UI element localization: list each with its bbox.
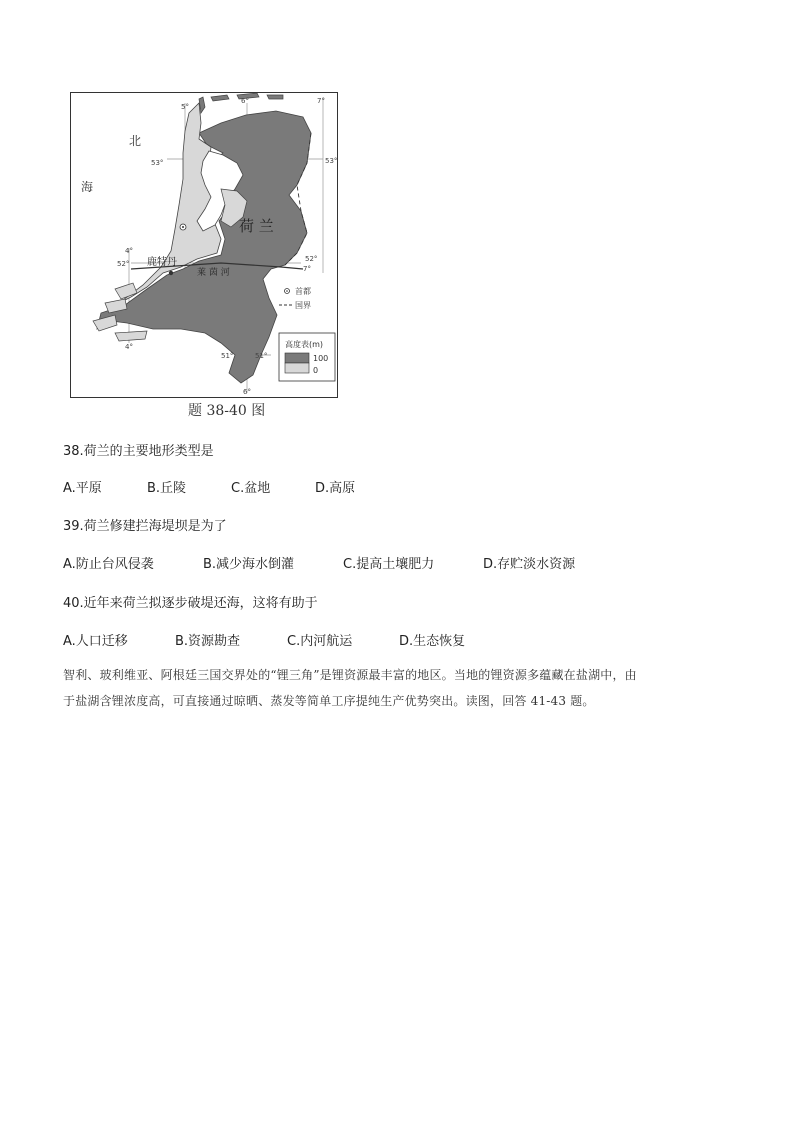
passage-line-2: 于盐湖含锂浓度高，可直接通过晾晒、蒸发等简单工序提纯生产优势突出。读图，回答 41-43 题。: [63, 694, 595, 708]
q40-option-b: B.资源勘查: [175, 634, 241, 649]
tick-51-right: 51°: [255, 352, 268, 360]
tick-5: 5°: [181, 103, 189, 111]
label-rotterdam: 鹿特丹: [147, 257, 177, 268]
tick-53-right: 53°: [325, 157, 337, 165]
q39-option-a: A.防止台风侵袭: [63, 557, 154, 572]
q39-option-d: D.存贮淡水资源: [483, 557, 576, 572]
tick-52-left: 52°: [117, 260, 130, 268]
figure-caption: 题 38-40 图: [188, 403, 266, 419]
legend-high: 100: [313, 354, 329, 363]
map-legend: [279, 286, 335, 381]
tick-4-bottom: 4°: [125, 343, 133, 351]
q40-option-c: C.内河航运: [287, 634, 353, 649]
q40-option-a: A.人口迁移: [63, 634, 128, 649]
tick-53-left: 53°: [151, 159, 164, 167]
label-country: 荷 兰: [239, 217, 274, 235]
q38-option-d: D.高原: [315, 481, 356, 496]
tick-51-left: 51°: [221, 352, 234, 360]
q39-option-b: B.减少海水倒灌: [203, 557, 295, 572]
netherlands-map: [70, 92, 338, 398]
legend-elev-title: 高度表(m): [285, 340, 324, 349]
legend-low: 0: [313, 366, 319, 375]
tick-7-bottom: 7°: [303, 265, 311, 273]
tick-52-right: 52°: [305, 255, 318, 263]
tick-6-top: 6°: [241, 97, 249, 105]
tick-7-top: 7°: [317, 97, 325, 105]
label-hai: 海: [81, 180, 94, 194]
question-40-stem: 40.近年来荷兰拟逐步破堤还海，这将有助于: [63, 596, 318, 611]
legend-border: 国界: [295, 301, 311, 310]
q39-option-c: C.提高土壤肥力: [343, 557, 435, 572]
label-rhine: 莱 茵 河: [197, 268, 230, 278]
tick-6-bottom: 6°: [243, 388, 251, 396]
tick-4-top: 4°: [125, 247, 133, 255]
label-bei: 北: [129, 134, 142, 148]
q38-option-c: C.盆地: [231, 481, 271, 496]
rotterdam-dot: [169, 271, 173, 275]
passage-line-1: 智利、玻利维亚、阿根廷三国交界处的“锂三角”是锂资源最丰富的地区。当地的锂资源多蕴藏在盐湖中，由: [63, 668, 637, 682]
legend-capital: 首都: [295, 287, 311, 296]
q40-option-d: D.生态恢复: [399, 634, 466, 649]
q38-option-a: A.平原: [63, 481, 102, 496]
question-38-stem: 38.荷兰的主要地形类型是: [63, 444, 214, 459]
question-39-stem: 39.荷兰修建拦海堤坝是为了: [63, 519, 227, 534]
q38-option-b: B.丘陵: [147, 481, 187, 496]
map-drawing: [71, 93, 337, 397]
